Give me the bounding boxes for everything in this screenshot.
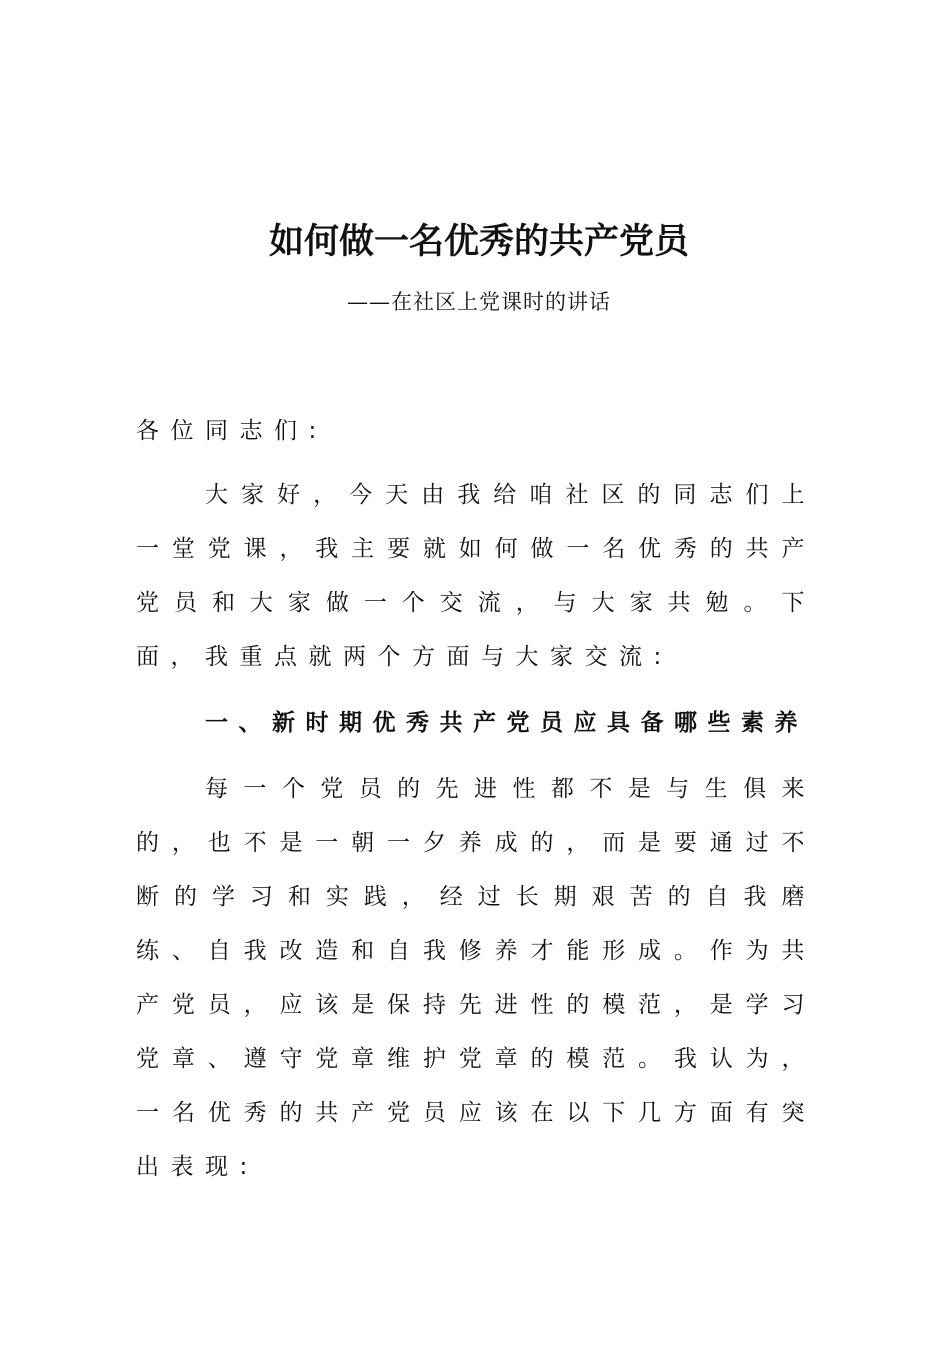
intro-paragraph: 大家好，今天由我给咱社区的同志们上一堂党课，我主要就如何做一名优秀的共产党员和大家做一个交流，与大家共勉。下面，我重点就两个方面与大家交流: [136,482,816,670]
section-body-paragraph: 每一个党员的先进性都不是与生俱来的，也不是一朝一夕养成的，而是要通过不断的学习和实践，经过长期艰苦的自我磨练、自我改造和自我修养才能形成。作为共产党员，应该是保持先进性的模范，是学习党章、遵守党章维护党章的模范。我认为，一名优秀的共产党员应该在以下几方面有突出表现: [136,776,816,1180]
salutation: 各位同志们: [136,418,328,444]
section-heading: 一、新时期优秀共产党员应具备哪些素养 [205,710,808,736]
document-subtitle: ——在社区上党课时的讲话 [347,290,611,314]
document-title: 如何做一名优秀的共产党员 [268,221,689,262]
